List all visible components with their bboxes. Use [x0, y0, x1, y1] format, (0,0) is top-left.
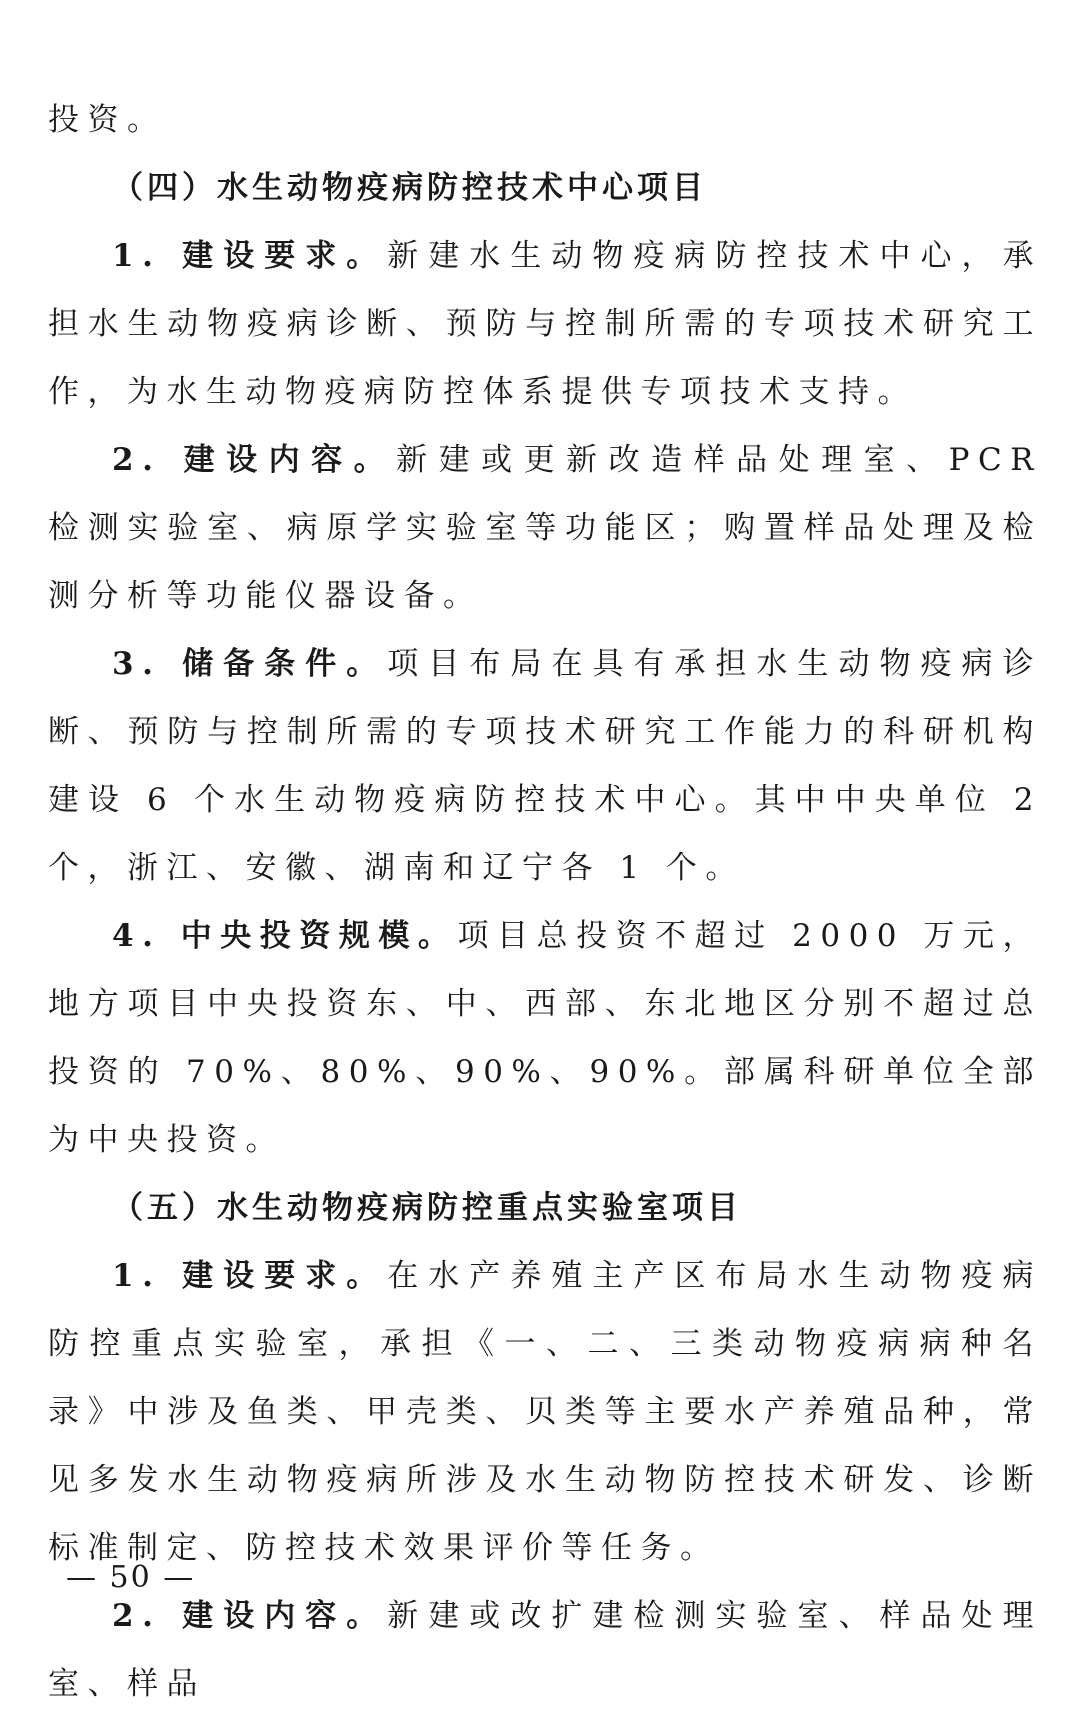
- item-paragraph: [48, 1582, 1042, 1718]
- item-lead: 1. 建设要求。: [112, 1258, 388, 1294]
- item-text: 新建水生动物疫病防控技术中心，承担水生动物疫病诊断、预防与控制所需的专项技术研究工作，为水生动物疫病防控体系提供专项技术支持。: [48, 238, 1043, 410]
- item-lead: 1. 建设要求。: [112, 238, 388, 274]
- paragraph-text: 投资。: [48, 102, 167, 138]
- item-text: 项目总投资不超过 2000 万元，地方项目中央投资东、中、西部、东北地区分别不超过总投资的 70%、80%、90%、90%。部属科研单位全部为中央投资。: [48, 918, 1042, 1158]
- item-text: 项目布局在具有承担水生动物疫病诊断、预防与控制所需的专项技术研究工作能力的科研机构建设 6 个水生动物疫病防控技术中心。其中中央单位 2 个，浙江、安徽、湖南和辽宁各 1 个。: [48, 646, 1043, 886]
- item-paragraph: [48, 222, 1042, 426]
- heading-text: （四）水生动物疫病防控技术中心项目: [112, 170, 707, 206]
- item-text: 新建或改扩建检测实验室、样品处理室、样品: [48, 1598, 1043, 1702]
- section-heading-5: [48, 1174, 1042, 1242]
- paragraph-continuation: [48, 86, 1042, 154]
- item-lead: 2. 建设内容。: [112, 442, 397, 478]
- item-paragraph: [48, 1242, 1042, 1582]
- item-lead: 4. 中央投资规模。: [112, 918, 458, 954]
- heading-text: （五）水生动物疫病防控重点实验室项目: [112, 1190, 742, 1226]
- document-body: [48, 86, 1042, 1718]
- page-number: — 50 —: [66, 1560, 196, 1595]
- item-paragraph: [48, 426, 1042, 630]
- item-lead: 3. 储备条件。: [112, 646, 388, 682]
- item-paragraph: [48, 630, 1042, 902]
- item-lead: 2. 建设内容。: [112, 1598, 388, 1634]
- item-text: 在水产养殖主产区布局水生动物疫病防控重点实验室，承担《一、二、三类动物疫病病种名录》中涉及鱼类、甲壳类、贝类等主要水产养殖品种，常见多发水生动物疫病所涉及水生动物防控技术研发、诊断标准制定、防控技术效果评价等任务。: [48, 1258, 1043, 1566]
- section-heading-4: [48, 154, 1042, 222]
- item-text: 新建或更新改造样品处理室、PCR 检测实验室、病原学实验室等功能区；购置样品处理及检测分析等功能仪器设备。: [48, 442, 1043, 614]
- item-paragraph: [48, 902, 1042, 1174]
